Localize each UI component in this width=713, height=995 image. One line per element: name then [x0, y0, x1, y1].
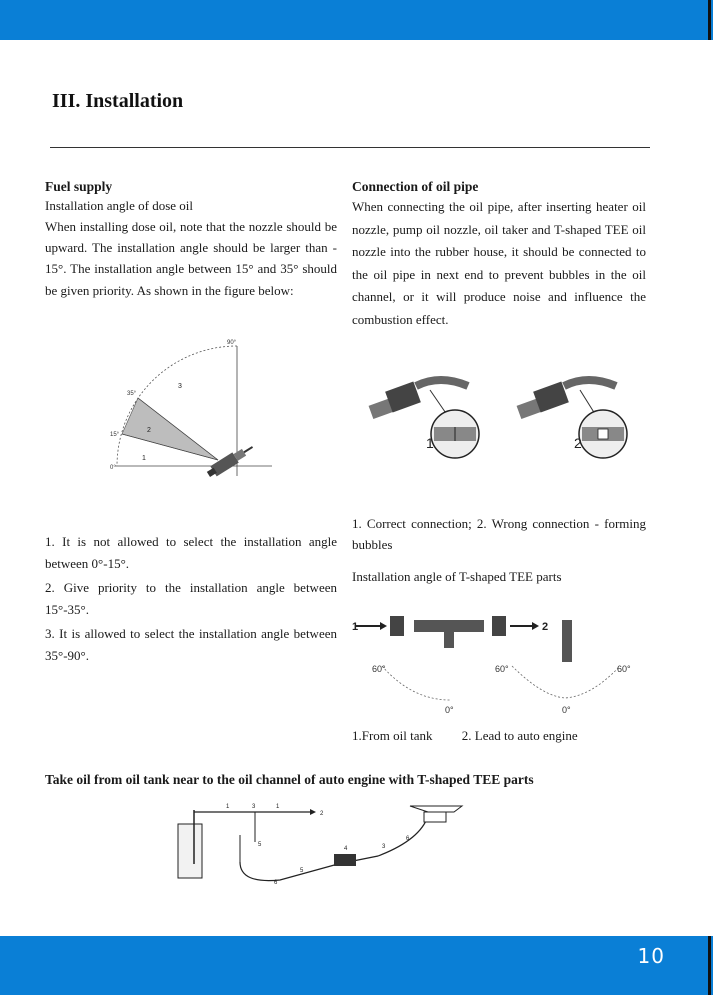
page-number: 10 — [637, 944, 665, 968]
zone-label-3: 3 — [178, 383, 182, 390]
installation-angle-figure — [100, 336, 280, 496]
tee-vertical-part — [562, 620, 572, 662]
tee-caption-to-engine: 2. Lead to auto engine — [461, 728, 578, 743]
tee-angle-right: 60° — [617, 664, 631, 674]
tee-angle-title: Installation angle of T-shaped TEE parts — [352, 569, 562, 584]
layout-label: 3 — [382, 844, 386, 850]
tee-caption — [352, 728, 578, 744]
layout-label: 5 — [300, 868, 304, 874]
layout-label: 1 — [276, 804, 280, 810]
connection-caption: 1. Correct connection; 2. Wrong connection - forming bubbles — [352, 516, 646, 552]
oil-pipe-section — [352, 178, 646, 331]
fuel-supply-heading: Fuel supply — [45, 179, 113, 194]
tee-arc-right — [512, 666, 620, 698]
tee-angle-bottom-left: 0° — [445, 705, 454, 715]
wrong-label: 2 — [574, 435, 582, 451]
layout-label: 6 — [274, 880, 278, 886]
tee-arrow-label-1: 1 — [352, 621, 359, 633]
zone-label-2: 2 — [147, 427, 151, 434]
layout-label: 4 — [344, 846, 348, 852]
label-0: 0° — [110, 465, 116, 471]
tee-horizontal-drawing — [356, 616, 539, 648]
oil-tank — [178, 824, 202, 878]
layout-label: 1 — [226, 804, 230, 810]
page-edge — [708, 936, 711, 995]
list-item: 1. It is not allowed to select the installation angle between 0°-15°. — [45, 534, 337, 571]
list-item: 3. It is allowed to select the installation angle between 35°-90°. — [45, 626, 337, 663]
section-title: III. Installation — [52, 90, 184, 112]
tee-arc-left — [382, 666, 450, 700]
angle-rules-list — [45, 531, 337, 669]
tee-angle-mid: 60° — [495, 664, 509, 674]
tee-caption-from-tank: 1.From oil tank — [352, 728, 433, 743]
list-item: 2. Give priority to the installation angle between 15°-35°. — [45, 580, 337, 617]
fuel-supply-section — [45, 178, 337, 301]
bottom-heading: Take oil from oil tank near to the oil channel of auto engine with T-shaped TEE parts — [45, 772, 534, 787]
bottom-footer-band — [0, 936, 713, 995]
correct-connection-drawing — [369, 380, 479, 458]
label-35: 35° — [127, 391, 137, 397]
wrong-connection-drawing — [517, 380, 627, 458]
pump-icon — [205, 442, 255, 480]
fuel-supply-paragraph: When installing dose oil, note that the nozzle should be upward. The installation angle should be larger than - 15°. The installation angle between 15° and 35° should be given priority. As shown in the figure below: — [45, 219, 337, 298]
engine-fitting — [424, 812, 446, 822]
label-15: 15° — [110, 432, 120, 438]
installation-angle-subheading: Installation angle of dose oil — [45, 198, 194, 213]
tee-angle-left: 60° — [372, 664, 386, 674]
title-divider — [50, 147, 650, 148]
tee-arrow-label-2: 2 — [542, 621, 549, 633]
oil-tank-layout-figure — [170, 800, 470, 904]
tee-angle-bottom-right: 0° — [562, 705, 571, 715]
layout-label: 3 — [252, 804, 256, 810]
zone-label-1: 1 — [142, 455, 146, 462]
layout-label: 5 — [258, 842, 262, 848]
tee-angle-figure — [352, 604, 652, 726]
page-edge — [708, 0, 711, 40]
oil-pipe-paragraph: When connecting the oil pipe, after inserting heater oil nozzle, pump oil nozzle, oil taker and T-shaped TEE oil nozzle into the rubber house, it should be connected to the oil pipe in next end to prevent bubbles in the oil channel, or it will produce noise and influence the combustion effect. — [352, 199, 646, 327]
layout-label: 6 — [406, 836, 410, 842]
oil-pipe-heading: Connection of oil pipe — [352, 179, 479, 194]
oil-pump — [334, 854, 356, 866]
connection-figure — [360, 360, 650, 490]
label-90: 90° — [227, 340, 237, 346]
correct-label: 1 — [426, 435, 434, 451]
layout-label: 2 — [320, 811, 324, 817]
top-header-band — [0, 0, 713, 40]
priority-zone — [122, 398, 218, 460]
